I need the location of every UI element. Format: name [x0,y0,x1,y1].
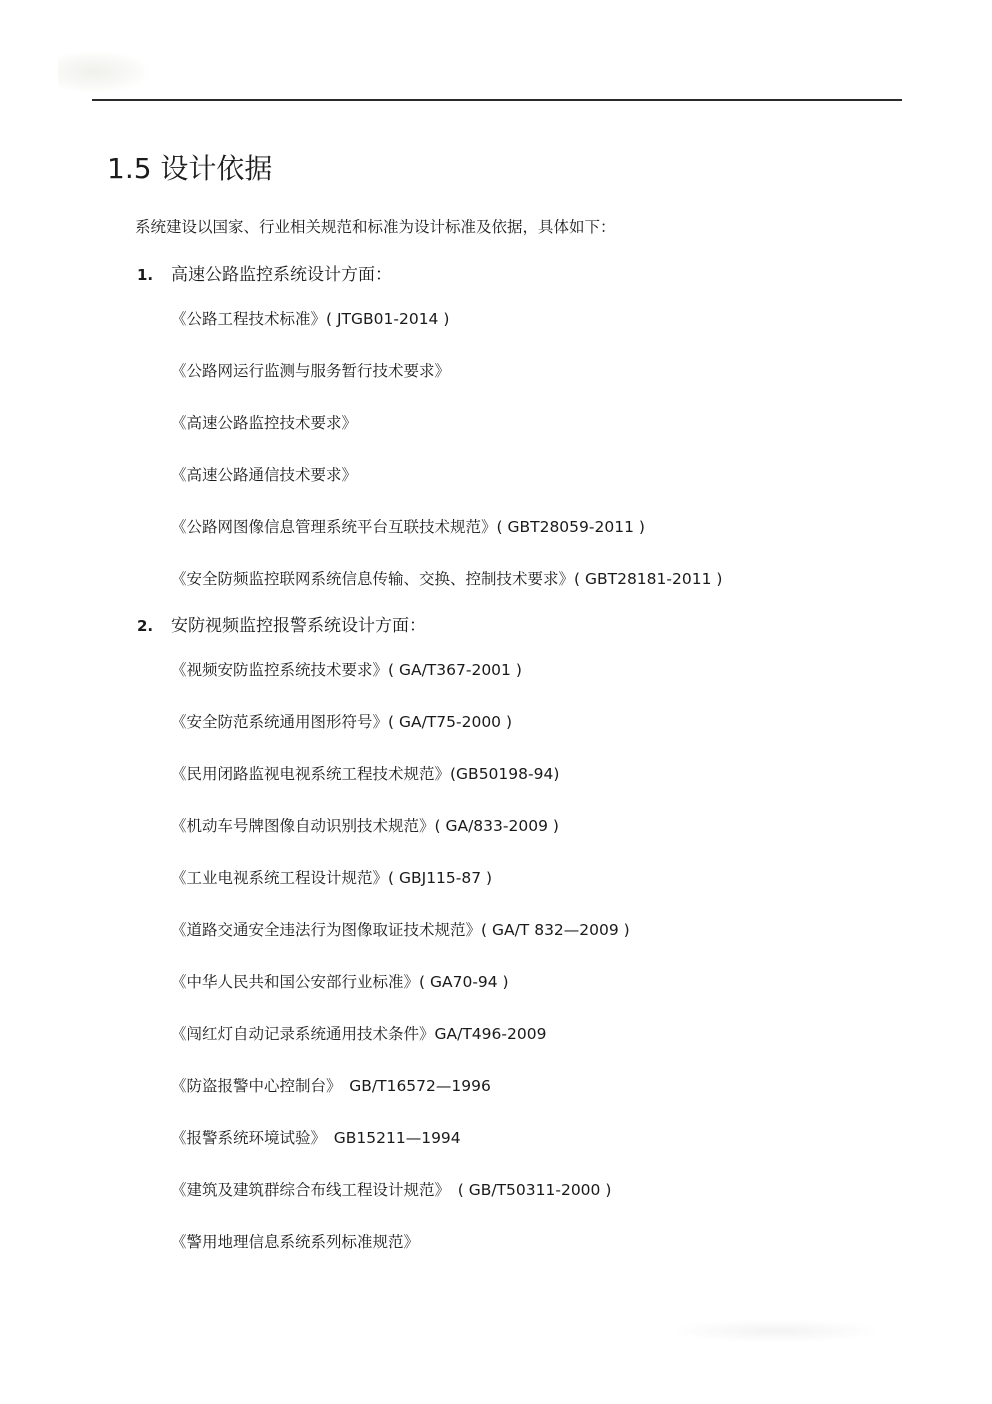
list-item: 《防盗报警中心控制台》 GB/T16572—1996 [171,1077,491,1095]
list-item: 《高速公路通信技术要求》 [171,466,358,484]
list-item: 《高速公路监控技术要求》 [171,414,358,432]
list-item: 《建筑及建筑群综合布线工程设计规范》 ( GB/T50311-2000 ) [171,1181,612,1199]
list-item: 《公路网运行监测与服务暂行技术要求》 [171,362,451,380]
group-number: 1. [137,266,154,284]
list-item: 《安全防频监控联网系统信息传输、交换、控制技术要求》( GBT28181-2011 ) [171,570,723,588]
list-item: 《公路工程技术标准》( JTGB01-2014 ) [171,310,450,328]
group-title: 高速公路监控系统设计方面： [171,265,392,285]
list-item: 《工业电视系统工程设计规范》( GBJ115-87 ) [171,869,493,887]
list-item: 《中华人民共和国公安部行业标准》( GA70-94 ) [171,973,509,991]
list-item: 《道路交通安全违法行为图像取证技术规范》( GA/T 832—2009 ) [171,921,630,939]
list-item: 《视频安防监控系统技术要求》( GA/T367-2001 ) [171,661,522,679]
group-title: 安防视频监控报警系统设计方面： [171,616,426,636]
group-heading-1 [137,260,392,285]
list-item: 《民用闭路监视电视系统工程技术规范》(GB50198-94) [171,765,560,783]
list-item: 《安全防范系统通用图形符号》( GA/T75-2000 ) [171,713,513,731]
group-number: 2. [137,617,154,635]
list-item: 《闯红灯自动记录系统通用技术条件》GA/T496-2009 [171,1025,547,1043]
list-item: 《公路网图像信息管理系统平台互联技术规范》( GBT28059-2011 ) [171,518,645,536]
list-item: 《警用地理信息系统系列标准规范》 [171,1233,420,1251]
header-logo [58,52,148,92]
group-heading-2 [137,611,426,636]
list-item: 《报警系统环境试验》 GB15211—1994 [171,1129,461,1147]
list-item: 《机动车号牌图像自动识别技术规范》( GA/833-2009 ) [171,817,559,835]
header-rule [92,99,902,101]
intro-paragraph: 系统建设以国家、行业相关规范和标准为设计标准及依据，具体如下： [135,218,616,236]
footer-watermark [676,1320,876,1342]
section-title: 1.5 设计依据 [107,151,273,185]
